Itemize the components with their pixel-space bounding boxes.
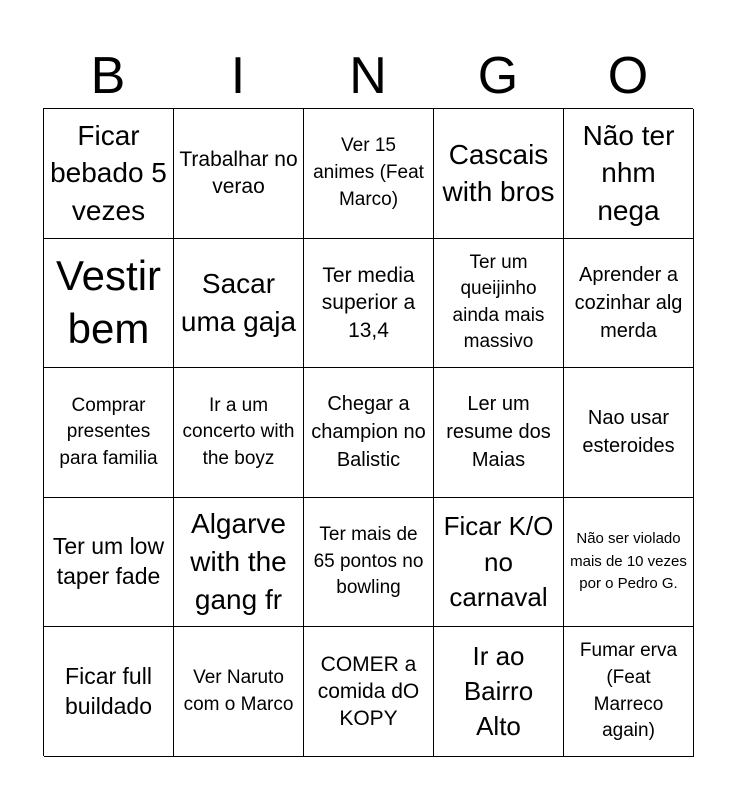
bingo-cell-16[interactable] [44, 498, 174, 628]
cell-text: Ficar K/O no carnaval [443, 511, 554, 612]
cell-text: Algarve with the gang fr [190, 508, 287, 615]
cell-text: Ter um queijinho ainda mais massivo [452, 251, 545, 353]
cell-text: Ter media superior a 13,4 [321, 263, 416, 342]
cell-text: Ter mais de 65 pontos no bowling [313, 524, 424, 599]
bingo-cell-11[interactable] [44, 368, 174, 498]
bingo-cell-20[interactable] [564, 498, 694, 628]
bingo-cell-25[interactable] [564, 627, 694, 757]
header-letter-b: B [90, 47, 126, 105]
bingo-cell-3[interactable] [304, 109, 434, 239]
cell-text: COMER a comida dO KOPY [317, 652, 420, 731]
cell-text: Trabalhar no verao [179, 148, 298, 199]
cell-text: Chegar a champion no Balistic [311, 393, 426, 472]
bingo-cell-17[interactable] [174, 498, 304, 628]
bingo-cell-18[interactable] [304, 498, 434, 628]
bingo-cell-12[interactable] [174, 368, 304, 498]
cell-text: Fumar erva (Feat Marreco again) [579, 640, 678, 742]
cell-text: Aprender a cozinhar alg merda [574, 263, 683, 342]
bingo-header [43, 40, 693, 108]
header-letter-n: N [349, 47, 387, 105]
bingo-cell-6[interactable] [44, 239, 174, 369]
cell-text: Ter um low taper fade [52, 533, 165, 590]
bingo-cell-5[interactable] [564, 109, 694, 239]
cell-text: Comprar presentes para familia [59, 394, 158, 469]
cell-text: Ver 15 animes (Feat Marco) [313, 135, 424, 210]
cell-text: Vestir bem [55, 252, 162, 352]
bingo-cell-14[interactable] [434, 368, 564, 498]
bingo-cell-1[interactable] [44, 109, 174, 239]
bingo-cell-9[interactable] [434, 239, 564, 369]
cell-text: Nao usar esteroides [582, 407, 675, 458]
cell-text: Ir ao Bairro Alto [463, 641, 534, 742]
cell-text: Não ser violado mais de 10 vezes por o Pedro G. [570, 530, 687, 593]
bingo-cell-22[interactable] [174, 627, 304, 757]
cell-text: Ver Naruto com o Marco [183, 667, 294, 715]
bingo-cell-15[interactable] [564, 368, 694, 498]
cell-text: Ler um resume dos Maias [446, 393, 551, 472]
header-letter-o: O [607, 47, 649, 105]
cell-text: Sacar uma gaja [180, 268, 297, 337]
cell-text: Não ter nhm nega [582, 119, 675, 227]
header-letter-g: G [477, 47, 519, 105]
bingo-cell-10[interactable] [564, 239, 694, 369]
cell-text: Cascais with bros [442, 138, 555, 208]
header-letter-i: I [230, 47, 246, 105]
cell-text: Ficar bebado 5 vezes [50, 119, 167, 227]
bingo-cell-7[interactable] [174, 239, 304, 369]
bingo-cell-23[interactable] [304, 627, 434, 757]
bingo-cell-13[interactable] [304, 368, 434, 498]
bingo-cell-24[interactable] [434, 627, 564, 757]
bingo-cell-19[interactable] [434, 498, 564, 628]
bingo-cell-2[interactable] [174, 109, 304, 239]
cell-text: Ficar full buildado [65, 662, 152, 719]
cell-text: Ir a um concerto with the boyz [182, 394, 295, 469]
bingo-cell-4[interactable] [434, 109, 564, 239]
bingo-cell-21[interactable] [44, 627, 174, 757]
bingo-board [43, 108, 693, 756]
bingo-cell-8[interactable] [304, 239, 434, 369]
